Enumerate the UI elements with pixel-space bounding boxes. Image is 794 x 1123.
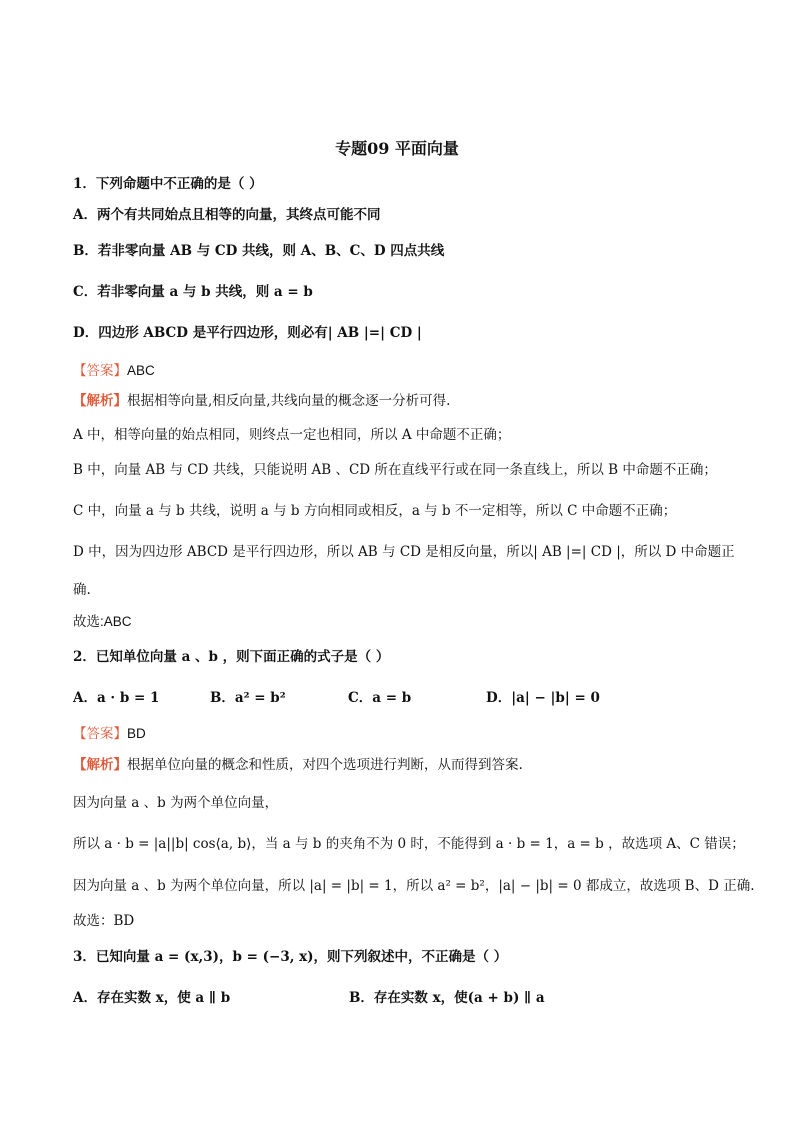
q1-analysis-line-2: B 中，向量 AB 与 CD 共线，只能说明 AB 、CD 所在直线平行或在同一条直线上，所以 B 中命题不正确； <box>73 462 717 478</box>
analysis-text: 根据相等向量,相反向量,共线向量的概念逐一分析可得. <box>127 393 451 409</box>
q2-choice: 故选：BD <box>73 913 135 929</box>
answer-tag: 【答案】 <box>73 363 127 379</box>
q2-analysis-line-1: 因为向量 a 、b 为两个单位向量， <box>73 795 279 811</box>
q2-analysis <box>73 759 523 773</box>
analysis-tag: 【解析】 <box>73 393 127 409</box>
q2-option-c: C．a = b <box>348 690 412 706</box>
page-title: 专题09 平面向量 <box>335 139 459 158</box>
q2-option-a: A．a · b = 1 <box>73 690 160 706</box>
q1-answer <box>73 364 155 379</box>
q1-analysis-line-3: C 中，向量 a 与 b 共线，说明 a 与 b 方向相同或相反，a 与 b 不一定相等，所以 C 中命题不正确； <box>73 503 677 519</box>
q1-choice: 故选:ABC <box>73 614 132 629</box>
q1-analysis <box>73 395 450 409</box>
analysis-tag: 【解析】 <box>73 757 127 773</box>
q2-stem: 2．已知单位向量 a 、b ，则下面正确的式子是（ ） <box>73 649 390 665</box>
answer-value: BD <box>127 726 146 741</box>
q3-stem: 3．已知向量 a = (x,3)，b = (−3, x)，则下列叙述中，不正确是（ ） <box>73 949 508 965</box>
q2-option-d: D．|a| − |b| = 0 <box>486 690 600 706</box>
answer-tag: 【答案】 <box>73 726 127 742</box>
q1-analysis-line-4: D 中，因为四边形 ABCD 是平行四边形，所以 AB 与 CD 是相反向量，所以| AB |=| CD |，所以 D 中命题正 <box>73 544 735 560</box>
q1-option-b: B．若非零向量 AB 与 CD 共线，则 A、B、C、D 四点共线 <box>73 243 445 259</box>
q1-stem: 1．下列命题中不正确的是（ ） <box>73 176 263 192</box>
q1-analysis-line-5: 确. <box>73 582 91 598</box>
q1-analysis-line-1: A 中，相等向量的始点相同，则终点一定也相同，所以 A 中命题不正确； <box>73 427 511 443</box>
analysis-text: 根据单位向量的概念和性质，对四个选项进行判断，从而得到答案. <box>127 757 523 773</box>
q1-option-c: C．若非零向量 a 与 b 共线，则 a = b <box>73 284 313 300</box>
q2-option-b: B．a² = b² <box>210 690 286 706</box>
q2-analysis-line-3: 因为向量 a 、b 为两个单位向量，所以 |a| = |b| = 1，所以 a² = b²，|a| − |b| = 0 都成立，故选项 B、D 正确. <box>73 878 755 894</box>
q2-answer <box>73 727 146 742</box>
q1-option-a: A．两个有共同始点且相等的向量，其终点可能不同 <box>73 207 381 223</box>
answer-value: ABC <box>127 363 155 378</box>
q3-option-b: B．存在实数 x，使(a + b) ∥ a <box>349 990 545 1006</box>
q1-option-d: D．四边形 ABCD 是平行四边形，则必有| AB |=| CD | <box>73 325 422 341</box>
q2-analysis-line-2: 所以 a · b = |a||b| cos⟨a, b⟩，当 a 与 b 的夹角不为 0 时，不能得到 a · b = 1，a = b ，故选项 A、C 错误； <box>73 836 745 852</box>
q3-option-a: A．存在实数 x，使 a ∥ b <box>73 990 231 1006</box>
